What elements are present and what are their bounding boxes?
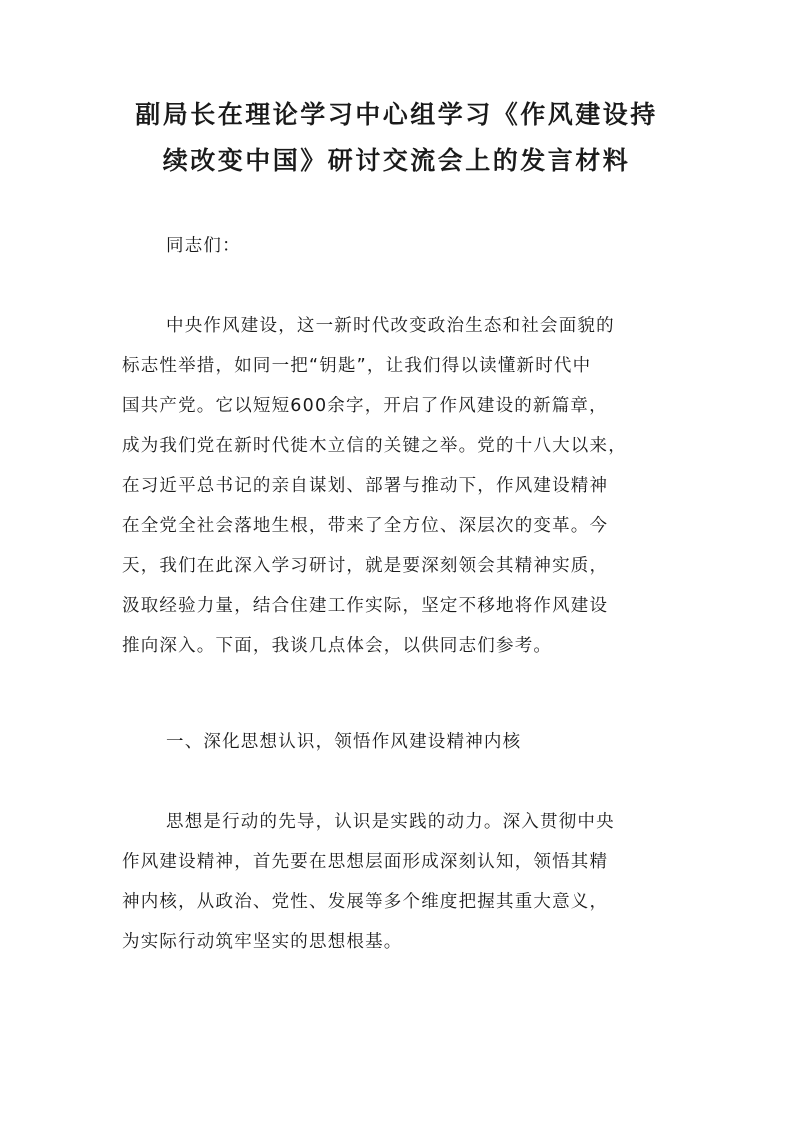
paragraph-line: 推向深入。下面，我谈几点体会，以供同志们参考。: [122, 636, 553, 656]
paragraph-intro: [122, 311, 682, 671]
title-line-1: 副局长在理论学习中心组学习《作风建设持: [135, 100, 658, 129]
greeting: 同志们：: [166, 236, 241, 256]
paragraph-line: 神内核，从政治、党性、发展等多个维度把握其重大意义，: [122, 892, 609, 912]
paragraph-line: 标志性举措，如同一把“钥匙”，让我们得以读懂新时代中: [122, 356, 592, 376]
paragraph-line: 成为我们党在新时代徙木立信的关键之举。党的十八大以来，: [122, 436, 627, 456]
paragraph-line: 汲取经验力量，结合住建工作实际，坚定不移地将作风建设: [122, 596, 609, 616]
paragraph-line: 在全党全社会落地生根，带来了全方位、深层次的变革。今: [122, 516, 609, 536]
paragraph-line: 国共产党。它以短短600余字，开启了作风建设的新篇章，: [122, 396, 608, 416]
title-line-2: 续改变中国》研讨交流会上的发言材料: [162, 146, 631, 175]
paragraph-line: 作风建设精神，首先要在思想层面形成深刻认知，领悟其精: [122, 852, 609, 872]
paragraph-line: 在习近平总书记的亲自谋划、部署与推动下，作风建设精神: [122, 476, 609, 496]
paragraph-line: 中央作风建设，这一新时代改变政治生态和社会面貌的: [166, 316, 615, 336]
paragraph-line: 天，我们在此深入学习研讨，就是要深刻领会其精神实质，: [122, 556, 609, 576]
paragraph-section-1: [122, 807, 682, 967]
document-title: [110, 92, 683, 184]
paragraph-line: 为实际行动筑牢坚实的思想根基。: [122, 932, 403, 952]
section-heading-1: 一、深化思想认识，领悟作风建设精神内核: [166, 732, 522, 752]
paragraph-line: 思想是行动的先导，认识是实践的动力。深入贯彻中央: [166, 812, 615, 832]
